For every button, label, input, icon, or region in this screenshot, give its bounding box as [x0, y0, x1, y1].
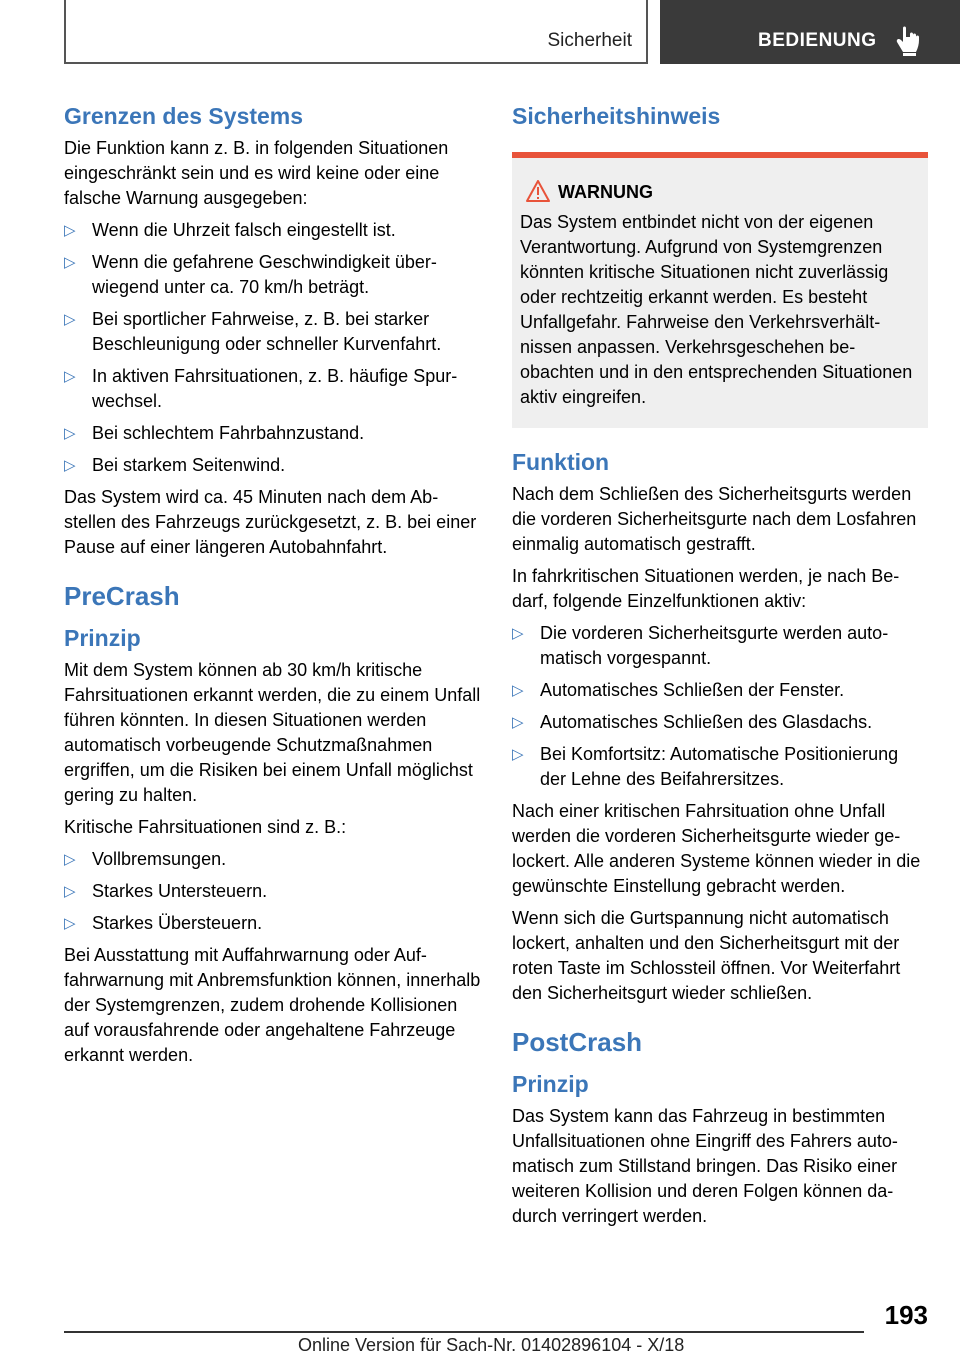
bullet-list-kritisch: [64, 847, 484, 936]
paragraph: Die Funktion kann z. B. in folgenden Situationen eingeschränkt sein und es wird keine oder eine falsche Warnung ausgegeben:: [64, 138, 449, 208]
list-item: ▷ Vollbremsungen.: [64, 847, 484, 872]
left-column: [64, 100, 484, 1075]
triangle-bullet-icon: ▷: [64, 368, 76, 385]
bullet-list-grenzen: [64, 218, 484, 478]
bullet-list-funktion: [512, 621, 928, 792]
paragraph: Das System kann das Fahrzeug in bestimmten Unfallsituationen ohne Eingriff des Fahrers automatisch zum Stillstand bringen. Das Risiko einer weiteren Kollision und deren Folgen können dadurch verringert werden.: [512, 1106, 898, 1226]
triangle-bullet-icon: ▷: [64, 311, 76, 328]
warning-title: [520, 180, 920, 204]
paragraph: Mit dem System können ab 30 km/h kritische Fahrsituationen erkannt werden, die zu einem Unfall führen könnten. In diesen Situationen werden automatisch vorbeugende Schutzmaßnahmen ergriffen, um die Risiken bei einem Unfall möglichst gering zu halten.: [64, 660, 481, 805]
triangle-bullet-icon: ▷: [64, 851, 76, 868]
triangle-bullet-icon: ▷: [64, 883, 76, 900]
warning-label: WARNUNG: [558, 182, 653, 202]
section-title-funktion: Funktion: [512, 449, 610, 475]
list-item: ▷ In aktiven Fahrsituationen, z. B. häufige Spurwechsel.: [64, 366, 458, 411]
footer-divider: [64, 1331, 864, 1333]
list-item: ▷ Bei starkem Seitenwind.: [64, 453, 484, 478]
page-number: 193: [884, 1300, 928, 1330]
hand-pointer-icon: [894, 26, 922, 56]
header-section-label: Sicherheit: [547, 30, 632, 51]
paragraph: Wenn sich die Gurtspannung nicht automatisch lockert, anhalten und den Sicherheitsgurt mit der roten Taste im Schlossteil öffnen. Vor Weiterfahrt den Sicherheitsgurt wieder schließen.: [512, 908, 901, 1003]
paragraph: Das System wird ca. 45 Minuten nach dem Abstellen des Fahrzeugs zurückgesetzt, z. B. bei einer Pause auf einer längeren Autobahnfahrt.: [64, 487, 477, 557]
header-chapter-label: BEDIENUNG: [758, 30, 877, 51]
triangle-bullet-icon: ▷: [64, 222, 76, 239]
warning-box: [512, 152, 928, 428]
triangle-bullet-icon: ▷: [64, 425, 76, 442]
paragraph: Bei Ausstattung mit Auffahrwarnung oder Auffahrwarnung mit Anbremsfunktion können, innerhalb der Systemgrenzen, zudem drohende Kollisionen auf vorausfahrende oder angehaltene Fahrzeuge erkannt werden.: [64, 945, 481, 1065]
triangle-bullet-icon: ▷: [64, 915, 76, 932]
triangle-bullet-icon: ▷: [512, 682, 524, 699]
chapter-title-precrash: PreCrash: [64, 581, 180, 611]
list-item: ▷ Bei schlechtem Fahrbahnzustand.: [64, 421, 484, 446]
warning-text: Das System entbindet nicht von der eigenen Verantwortung. Aufgrund von Systemgrenzen könnten kritische Situationen nicht zuverlässig oder rechtzeitig erkannt werden. Es besteht Unfallgefahr. Fahrweise den Verkehrsverhältnissen anpassen. Verkehrsgeschehen beobachten und in den entsprechenden Situationen aktiv eingreifen.: [520, 212, 913, 407]
section-title-prinzip-2: Prinzip: [512, 1071, 589, 1097]
header-section-tab: [64, 0, 648, 64]
chapter-title-postcrash: PostCrash: [512, 1027, 643, 1057]
list-item: ▷ Bei sportlicher Fahrweise, z. B. bei starker Beschleunigung oder schneller Kurvenfahrt.: [64, 309, 442, 354]
list-item: ▷ Wenn die Uhrzeit falsch eingestellt ist.: [64, 218, 484, 243]
footer-online-version: Online Version für Sach-Nr. 01402896104 - X/18: [298, 1335, 685, 1355]
list-item: ▷ Die vorderen Sicherheitsgurte werden automatisch vorgespannt.: [512, 623, 889, 668]
right-column: [512, 100, 928, 1236]
triangle-bullet-icon: ▷: [64, 254, 76, 271]
triangle-bullet-icon: ▷: [512, 714, 524, 731]
header-chapter-tab: [660, 0, 960, 64]
triangle-bullet-icon: ▷: [512, 746, 524, 763]
list-item: ▷ Starkes Untersteuern.: [64, 879, 484, 904]
paragraph: Kritische Fahrsituationen sind z. B.:: [64, 817, 347, 837]
paragraph: Nach einer kritischen Fahrsituation ohne Unfall werden die vorderen Sicherheitsgurte wieder gelockert. Alle anderen Systeme können wieder in die gewünschte Einstellung gebracht werden.: [512, 801, 921, 896]
triangle-bullet-icon: ▷: [512, 625, 524, 642]
section-title-sicherheitshinweis: Sicherheitshinweis: [512, 103, 721, 129]
triangle-bullet-icon: ▷: [64, 457, 76, 474]
list-item: ▷ Wenn die gefahrene Geschwindigkeit überwiegend unter ca. 70 km/h beträgt.: [64, 252, 437, 297]
list-item: ▷ Bei Komfortsitz: Automatische Positionierung der Lehne des Beifahrersitzes.: [512, 744, 899, 789]
list-item: ▷ Automatisches Schließen des Glasdachs.: [512, 710, 928, 735]
list-item: ▷ Starkes Übersteuern.: [64, 911, 484, 936]
list-item: ▷ Automatisches Schließen der Fenster.: [512, 678, 928, 703]
section-title-grenzen: Grenzen des Systems: [64, 103, 304, 129]
section-title-prinzip: Prinzip: [64, 625, 141, 651]
warning-triangle-icon: [526, 180, 550, 202]
paragraph: In fahrkritischen Situationen werden, je nach Bedarf, folgende Einzelfunktionen aktiv:: [512, 566, 900, 611]
paragraph: Nach dem Schließen des Sicherheitsgurts werden die vorderen Sicherheitsgurte nach dem Losfahren einmalig automatisch gestrafft.: [512, 484, 917, 554]
